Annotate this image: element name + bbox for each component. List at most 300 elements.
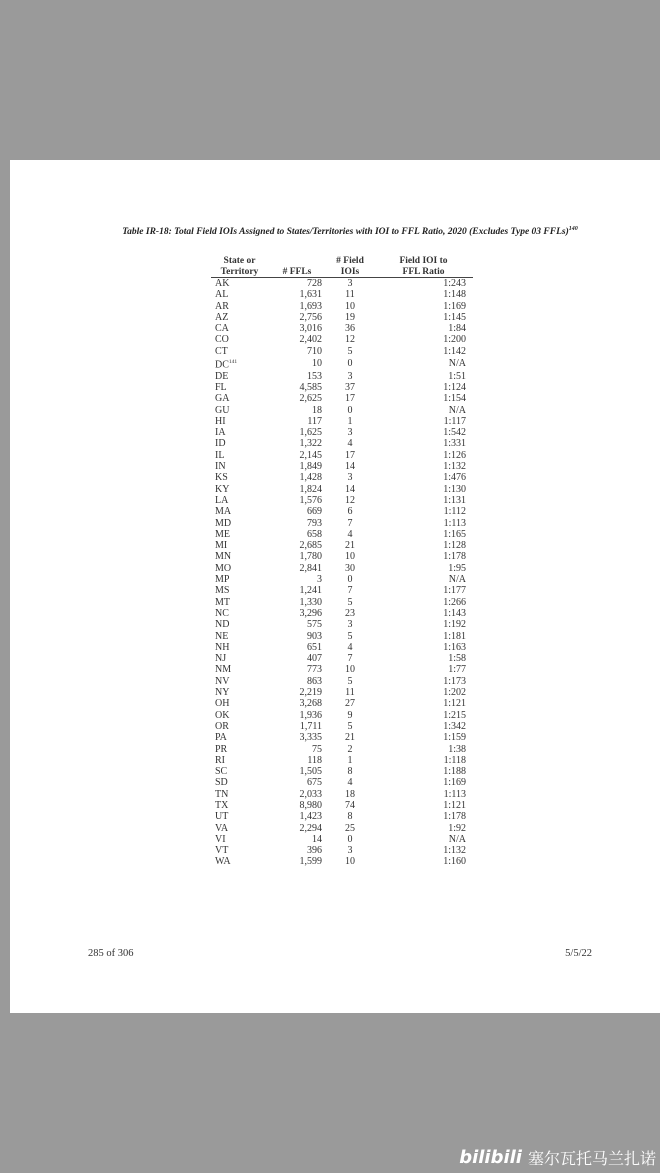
cell-ratio: 1:84 [448,323,466,335]
cell-ratio: 1:266 [443,596,466,608]
cell-ratio: 1:131 [443,494,466,506]
cell-iois: 5 [347,630,353,642]
cell-ratio: 1:124 [443,382,466,393]
cell-state [211,777,268,788]
cell-ratio: 1:200 [443,334,466,346]
header-ratio-line1: Field IOI to [399,256,448,266]
state-code: GA [215,393,230,405]
header-ffls-label: # FFLs [282,266,312,277]
cell-state [211,823,268,834]
cell-ratio: 1:51 [448,370,466,382]
table-row [211,755,473,766]
table-row [211,289,473,300]
table-row [211,450,473,461]
cell-ratio: 1:38 [448,743,466,755]
cell-iois: 0 [347,574,353,586]
table-row [211,721,473,732]
cell-state [211,278,268,290]
cell-state [211,289,268,300]
state-code: OH [215,698,230,710]
cell-ratio: 1:215 [443,709,466,721]
cell-state [211,301,268,312]
state-code: NY [215,687,230,699]
cell-iois: 14 [345,483,355,495]
cell-iois: 10 [345,856,355,868]
cell-iois: 5 [347,345,353,357]
cell-state [211,585,268,596]
cell-ffls: 3,016 [299,323,322,335]
cell-state [211,845,268,856]
cell-ffls: 669 [307,506,322,518]
cell-iois: 8 [347,766,353,778]
cell-ffls: 407 [307,653,322,665]
cell-iois: 3 [347,370,353,382]
header-ratio [374,256,473,278]
cell-iois: 6 [347,506,353,518]
cell-state [211,461,268,472]
cell-ffls: 3,268 [299,698,322,710]
state-code: ND [215,619,230,631]
cell-ratio: 1:121 [443,698,466,710]
state-code: IA [215,427,226,439]
table-body [211,278,473,868]
cell-ratio: 1:132 [443,845,466,857]
cell-ratio: 1:143 [443,607,466,619]
cell-ffls: 118 [307,754,322,766]
state-code: TN [215,788,229,800]
cell-iois: 18 [345,788,355,800]
cell-state [211,518,268,529]
table-row [211,800,473,811]
table-row [211,278,473,290]
table-row [211,574,473,585]
cell-ffls: 1,576 [299,494,322,506]
cell-state [211,427,268,438]
table-row [211,484,473,495]
cell-ffls: 75 [312,743,322,755]
table-row [211,676,473,687]
cell-ratio: 1:178 [443,551,466,563]
cell-ratio: 1:331 [443,438,466,450]
cell-state [211,574,268,585]
state-code: AR [215,300,229,312]
state-code: VI [215,833,226,845]
cell-iois: 9 [347,709,353,721]
header-state-line2: Territory [220,266,259,277]
cell-ffls: 2,685 [299,540,322,552]
cell-ratio: 1:77 [448,664,466,676]
cell-ratio: 1:148 [443,289,466,301]
cell-state [211,371,268,382]
state-code: CA [215,323,229,335]
cell-iois: 1 [347,415,353,427]
cell-state [211,800,268,811]
table-row [211,732,473,743]
table-row [211,495,473,506]
cell-state [211,563,268,574]
cell-state [211,416,268,427]
cell-iois: 10 [345,300,355,312]
table-row [211,698,473,709]
state-code: SD [215,777,228,789]
cell-ratio: 1:95 [448,562,466,574]
cell-ffls: 1,625 [299,427,322,439]
table-row [211,371,473,382]
cell-iois: 4 [347,641,353,653]
header-state [211,256,268,278]
caption-footnote: 140 [568,226,578,232]
cell-iois: 3 [347,619,353,631]
cell-iois: 12 [345,334,355,346]
state-code: DE [215,370,229,382]
cell-ffls: 1,824 [299,483,322,495]
cell-iois: 30 [345,562,355,574]
state-code: FL [215,382,227,393]
cell-ratio: 1:159 [443,732,466,744]
cell-ffls: 1,241 [299,585,322,597]
cell-ratio: 1:58 [448,653,466,665]
table-row [211,461,473,472]
state-code: OR [215,720,229,732]
cell-ffls: 1,780 [299,551,322,563]
cell-ffls: 651 [307,641,322,653]
cell-ratio: 1:181 [443,630,466,642]
cell-ffls: 903 [307,630,322,642]
cell-ffls: 14 [312,833,322,845]
state-code: KY [215,483,230,495]
table-row [211,323,473,334]
state-code: MS [215,585,230,597]
cell-ffls: 396 [307,845,322,857]
cell-state [211,393,268,404]
cell-iois: 0 [347,833,353,845]
cell-ffls: 1,936 [299,709,322,721]
cell-ratio: 1:130 [443,483,466,495]
cell-ffls: 1,693 [299,300,322,312]
cell-state [211,642,268,653]
cell-state [211,687,268,698]
cell-ffls: 2,625 [299,393,322,405]
cell-iois: 23 [345,607,355,619]
state-code: SC [215,766,228,778]
cell-ffls: 1,849 [299,461,322,473]
state-code: UT [215,811,229,823]
cell-iois: 11 [345,289,355,301]
cell-iois: 5 [347,720,353,732]
state-code: VT [215,845,229,857]
cell-ffls: 2,841 [299,562,322,574]
state-code: NV [215,675,230,687]
table-row [211,608,473,619]
table-row [211,529,473,540]
cell-ffls: 675 [307,777,322,789]
header-iois-line1: # Field [336,256,364,266]
cell-state [211,676,268,687]
cell-ffls: 2,294 [299,822,322,834]
cell-state [211,357,268,371]
table-row [211,405,473,416]
cell-iois: 8 [347,811,353,823]
cell-state [211,472,268,483]
cell-iois: 3 [347,845,353,857]
table-row [211,856,473,867]
cell-iois: 3 [347,427,353,439]
state-code: MA [215,506,232,518]
cell-ffls: 10 [312,358,322,370]
state-code: CO [215,334,229,346]
cell-ffls: 2,145 [299,449,322,461]
cell-state [211,811,268,822]
table-row [211,312,473,323]
state-code: DC [215,359,229,371]
page-date: 5/5/22 [565,948,592,959]
cell-ratio: 1:165 [443,528,466,540]
state-code: PR [215,743,228,755]
cell-iois: 4 [347,777,353,789]
cell-state [211,744,268,755]
cell-ffls: 728 [307,278,322,289]
cell-ratio: 1:132 [443,461,466,473]
table-row [211,811,473,822]
cell-ratio: 1:169 [443,300,466,312]
table-row [211,777,473,788]
state-code: IN [215,461,226,473]
cell-iois: 3 [347,472,353,484]
cell-ratio: 1:177 [443,585,466,597]
cell-ffls: 2,219 [299,687,322,699]
cell-state [211,334,268,345]
cell-ratio: 1:112 [443,506,466,518]
state-code: TX [215,799,229,811]
cell-ffls: 3,296 [299,607,322,619]
cell-iois: 5 [347,596,353,608]
state-code: MN [215,551,232,563]
cell-iois: 7 [347,517,353,529]
table-row [211,346,473,357]
cell-ratio: 1:342 [443,720,466,732]
cell-ratio: 1:128 [443,540,466,552]
state-code: NM [215,664,232,676]
cell-state [211,766,268,777]
state-code: GU [215,404,230,416]
state-code: NH [215,641,230,653]
header-ffls [268,256,326,278]
cell-iois: 10 [345,664,355,676]
cell-state [211,405,268,416]
cell-ffls: 1,599 [299,856,322,868]
state-code: MD [215,517,232,529]
state-code: NC [215,607,229,619]
state-footnote: 141 [228,359,238,366]
cell-ratio: 1:92 [448,822,466,834]
cell-ratio: 1:243 [443,278,466,289]
cell-ffls: 710 [307,345,322,357]
state-code: ID [215,438,226,450]
cell-ratio: 1:145 [443,311,466,323]
cell-ffls: 793 [307,517,322,529]
cell-iois: 10 [345,551,355,563]
cell-ratio: 1:542 [443,427,466,439]
cell-ffls: 3 [317,574,322,586]
state-code: AK [215,278,230,289]
cell-state [211,346,268,357]
cell-ratio: 1:192 [443,619,466,631]
table-row [211,416,473,427]
state-code: AL [215,289,229,301]
cell-iois: 27 [345,698,355,710]
table-row [211,585,473,596]
cell-ffls: 18 [312,404,322,416]
cell-state [211,631,268,642]
cell-state [211,698,268,709]
table-row [211,393,473,404]
cell-state [211,540,268,551]
state-code: LA [215,494,229,506]
ffl-ratio-table [211,256,473,868]
cell-state [211,323,268,334]
cell-state [211,438,268,449]
cell-ffls: 773 [307,664,322,676]
cell-state [211,312,268,323]
table-row [211,834,473,845]
table-row [211,766,473,777]
cell-iois: 4 [347,528,353,540]
cell-ffls: 2,402 [299,334,322,346]
table-row [211,438,473,449]
table-caption [70,224,630,238]
cell-state [211,484,268,495]
cell-iois: 4 [347,438,353,450]
cell-ratio: 1:163 [443,641,466,653]
cell-ratio: 1:113 [443,788,466,800]
table-header-row [211,256,473,278]
table-row [211,710,473,721]
table-row [211,845,473,856]
state-code: KS [215,472,228,484]
cell-ffls: 863 [307,675,322,687]
cell-state [211,721,268,732]
cell-ratio: 1:169 [443,777,466,789]
cell-state [211,789,268,800]
cell-iois: 36 [345,323,355,335]
cell-state [211,529,268,540]
table-row [211,301,473,312]
table-row [211,563,473,574]
cell-ffls: 658 [307,528,322,540]
cell-state [211,856,268,867]
cell-state [211,551,268,562]
table-row [211,334,473,345]
state-code: MP [215,574,230,586]
table-row [211,472,473,483]
caption-text: Table IR-18: Total Field IOIs Assigned to States/Territories with IOI to FFL Ratio, 2020 (Excludes Type 03 FFLs) [122,227,569,238]
cell-ffls: 1,330 [299,596,322,608]
cell-state [211,834,268,845]
cell-ffls: 1,423 [299,811,322,823]
state-code: MO [215,562,232,574]
table-row [211,653,473,664]
table-row [211,823,473,834]
cell-ratio: N/A [448,358,466,370]
cell-ffls: 1,711 [299,720,322,732]
cell-ratio: 1:118 [443,754,466,766]
watermark-user: 塞尔瓦托马兰扎诺 [527,1149,656,1168]
cell-iois: 74 [345,799,355,811]
cell-ffls: 1,322 [299,438,322,450]
header-ratio-line2: FFL Ratio [402,266,445,277]
cell-iois: 37 [345,382,355,393]
header-iois-line2: IOIs [340,266,360,277]
cell-ratio: 1:188 [443,766,466,778]
state-code: VA [215,822,229,834]
cell-iois: 7 [347,585,353,597]
table-row [211,357,473,371]
cell-ffls: 3,335 [299,732,322,744]
cell-ffls: 575 [307,619,322,631]
cell-state [211,619,268,630]
cell-ffls: 4,585 [299,382,322,393]
table-row [211,518,473,529]
table-row [211,631,473,642]
table-row [211,619,473,630]
state-code: NJ [215,653,227,665]
state-code: MI [215,540,228,552]
cell-ffls: 1,428 [299,472,322,484]
state-code: NE [215,630,229,642]
table-row [211,540,473,551]
cell-iois: 25 [345,822,355,834]
cell-ratio: 1:113 [443,517,466,529]
cell-state [211,664,268,675]
cell-ffls: 8,980 [299,799,322,811]
cell-ffls: 2,756 [299,311,322,323]
table-row [211,789,473,800]
page-number: 285 of 306 [88,948,134,959]
table-row [211,664,473,675]
cell-iois: 17 [345,449,355,461]
cell-iois: 21 [345,540,355,552]
cell-ratio: 1:173 [443,675,466,687]
state-code: OK [215,709,230,721]
state-code: CT [215,345,228,357]
cell-iois: 2 [347,743,353,755]
cell-state [211,732,268,743]
cell-ffls: 1,631 [299,289,322,301]
header-state-line1: State or [223,256,256,266]
state-code: MT [215,596,230,608]
state-code: IL [215,449,225,461]
cell-ffls: 1,505 [299,766,322,778]
table-row [211,744,473,755]
cell-iois: 19 [345,311,355,323]
cell-state [211,608,268,619]
cell-state [211,597,268,608]
cell-ffls: 2,033 [299,788,322,800]
cell-state [211,495,268,506]
cell-state [211,382,268,393]
state-code: WA [215,856,231,868]
cell-ratio: 1:154 [443,393,466,405]
cell-iois: 7 [347,653,353,665]
cell-ratio: 1:142 [443,345,466,357]
cell-ratio: N/A [448,574,466,586]
cell-iois: 0 [347,404,353,416]
cell-ratio: N/A [448,833,466,845]
bilibili-logo: bilibili [459,1147,522,1168]
cell-state [211,506,268,517]
cell-state [211,653,268,664]
cell-iois: 0 [347,358,353,370]
